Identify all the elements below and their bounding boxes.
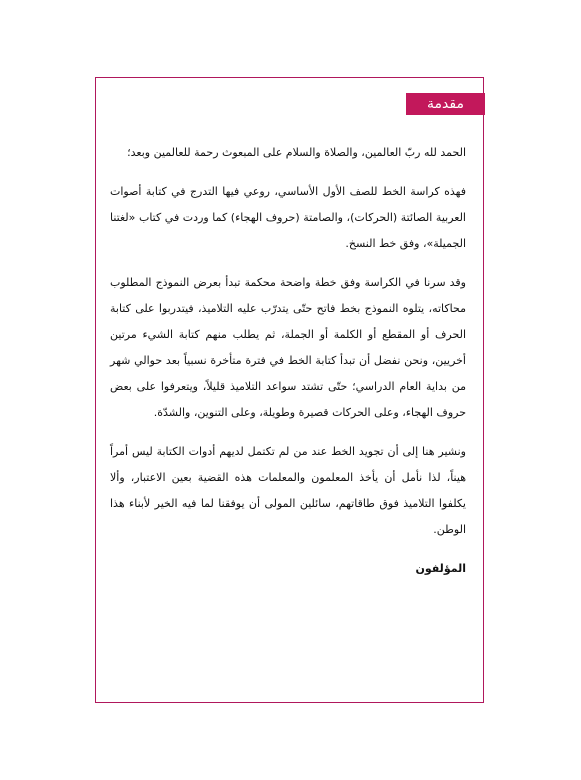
opening-paragraph: الحمد لله ربّ العالمين، والصلاة والسلام على المبعوث رحمة للعالمين وبعد؛ [127,146,466,159]
paragraph-2: وقد سرنا في الكراسة وفق خطة واضحة محكمة تبدأ بعرض النموذج المطلوب محاكاته، يتلوه النموذج بخط فاتح حتّى يتدرّب عليه التلاميذ، فيتدربوا على كتابة الحرف أو المقطع أو الكلمة أو الجملة، ثم يطلب منهم كتابة الشيء مرتين أخريين، ونحن نفضل أن تبدأ كتابة الخط في فترة متأخرة نسبياً بعد حوالي شهر من بداية العام الدراسي؛ حتّى تشتد سواعد التلاميذ قليلاً، ويتعرفوا على بعض حروف الهجاء، وعلى الحركات قصيرة وطويلة، وعلى التنوين، والشدّة. [110,276,466,419]
author-signature: المؤلفون [415,562,466,575]
section-title: مقدمة [406,93,485,115]
paragraph-3: ونشير هنا إلى أن تجويد الخط عند من لم تكتمل لديهم أدوات الكتابة ليس أمراً هيناً، لذا نأمل أن يأخذ المعلمون والمعلمات هذه القضية بعين الاعتبار، وألا يكلفوا التلاميذ فوق طاقاتهم، سائلين المولى أن يوفقنا لما فيه الخير لأبناء هذا الوطن. [110,445,466,536]
introduction-text [110,140,466,595]
paragraph-1: فهذه كراسة الخط للصف الأول الأساسي، روعي فيها التدرج في كتابة أصوات العربية الصائتة (الحركات)، والصامتة (حروف الهجاء) كما وردت في كتاب «لغتنا الجميلة»، وفق خط النسخ. [110,185,466,250]
